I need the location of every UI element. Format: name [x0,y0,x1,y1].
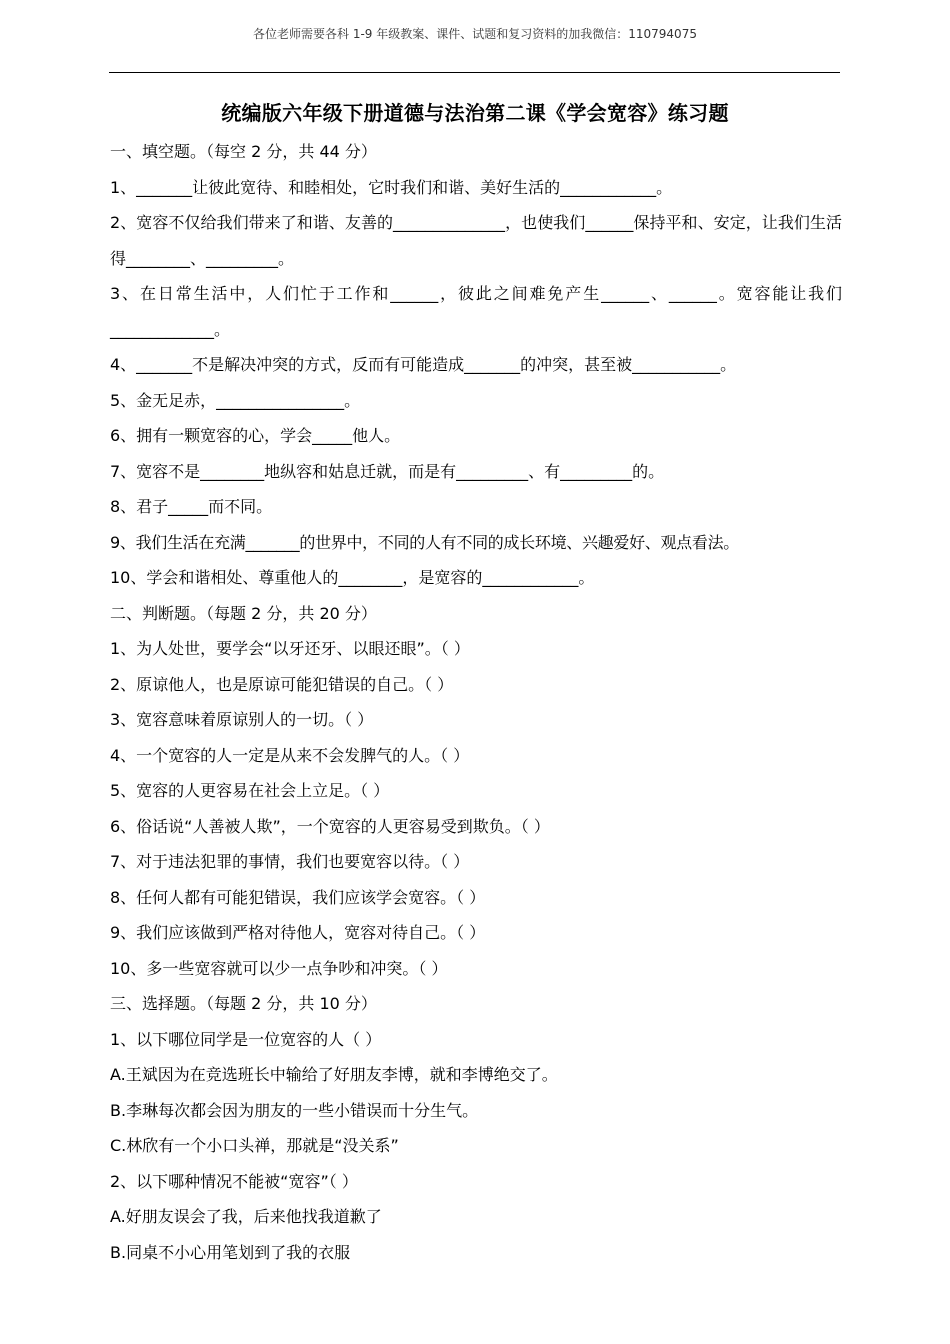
true-false-item-7: 7、对于违法犯罪的事情，我们也要宽容以待。（ ） [110,852,470,871]
fill-blank-item-7: 7、宽容不是________地纵容和姑息迁就，而是有_________、有_________的。 [110,461,665,481]
true-false-item-3: 3、宽容意味着原谅别人的一切。（ ） [110,710,374,729]
fill-blank-item-5: 5、金无足赤，________________。 [110,390,361,410]
fill-blank-item-2: 2、宽容不仅给我们带来了和谐、友善的______________，也使我们______保持平和、安定，让我们生活得________、_________。 [110,213,842,268]
choice-1-option-b: B.李琳每次都会因为朋友的一些小错误而十分生气。 [110,1100,479,1120]
fill-blank-item-6: 6、拥有一颗宽容的心，学会_____他人。 [110,426,401,445]
choice-2-option-b: B.同桌不小心用笔划到了我的衣服 [110,1242,351,1262]
true-false-item-10: 10、多一些宽容就可以少一点争吵和冲突。（ ） [110,958,448,978]
choice-question-1: 1、以下哪位同学是一位宽容的人（ ） [110,1029,382,1049]
true-false-item-2: 2、原谅他人，也是原谅可能犯错误的自己。（ ） [110,674,454,694]
choice-1-option-c: C.林欣有一个小口头禅，那就是“没关系” [110,1136,399,1155]
fill-blank-item-3: 3、在日常生活中，人们忙于工作和______，彼此之间难免产生______、______。宽容能让我们_____________。 [110,284,842,339]
page-title: 统编版六年级下册道德与法治第二课《学会宽容》练习题 [221,101,729,125]
choice-2-option-a: A.好朋友误会了我，后来他找我道歉了 [110,1207,382,1226]
section-2-heading: 二、判断题。（每题 2 分，共 20 分） [110,603,377,623]
true-false-item-1: 1、为人处世，要学会“以牙还牙、以眼还眼”。（ ） [110,639,470,658]
choice-1-option-a: A.王斌因为在竞选班长中输给了好朋友李博，就和李博绝交了。 [110,1065,558,1084]
true-false-item-6: 6、俗话说“人善被人欺”，一个宽容的人更容易受到欺负。（ ） [110,816,550,836]
document-body [110,134,842,1270]
true-false-item-5: 5、宽容的人更容易在社会上立足。（ ） [110,781,390,800]
fill-blank-item-1: 1、_______让彼此宽待、和睦相处，它时我们和谐、美好生活的____________。 [110,177,673,197]
section-1-heading: 一、填空题。（每空 2 分，共 44 分） [110,142,377,161]
header-rule [109,72,840,73]
true-false-item-8: 8、任何人都有可能犯错误，我们应该学会宽容。（ ） [110,887,486,907]
fill-blank-item-9: 9、我们生活在充满_______的世界中，不同的人有不同的成长环境、兴趣爱好、观点看法。 [110,532,739,552]
true-false-item-4: 4、一个宽容的人一定是从来不会发脾气的人。（ ） [110,745,470,765]
fill-blank-item-8: 8、君子_____而不同。 [110,497,273,516]
section-3-heading: 三、选择题。（每题 2 分，共 10 分） [110,994,377,1013]
choice-question-2: 2、以下哪种情况不能被“宽容”（ ） [110,1171,358,1191]
header-note: 各位老师需要各科 1-9 年级教案、课件、试题和复习资料的加我微信：110794075 [253,27,697,41]
true-false-item-9: 9、我们应该做到严格对待他人，宽容对待自己。（ ） [110,923,486,942]
fill-blank-item-4: 4、_______不是解决冲突的方式，反而有可能造成_______的冲突，甚至被___________。 [110,355,737,374]
fill-blank-item-10: 10、学会和谐相处、尊重他人的________，是宽容的____________。 [110,568,595,587]
